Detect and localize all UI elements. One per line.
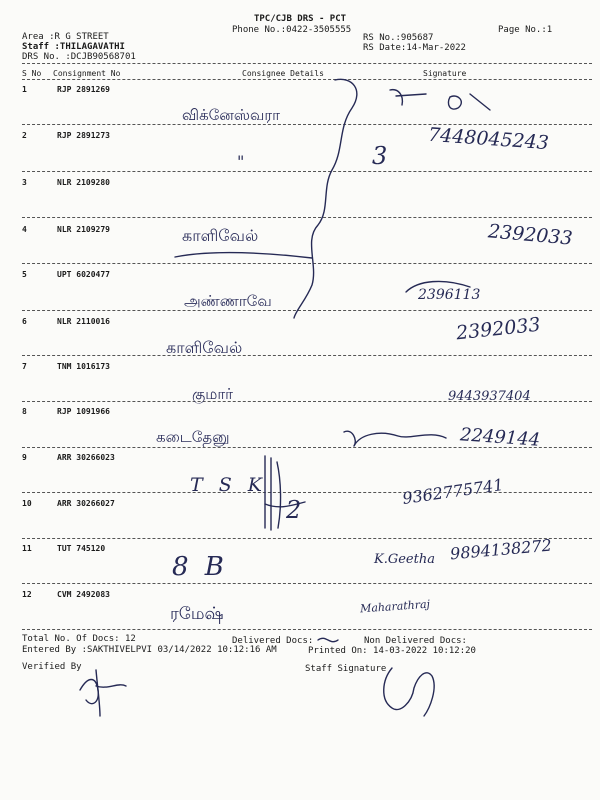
- row-11-sno: 11: [22, 544, 32, 553]
- row-10-consignment: ARR 30266027: [57, 499, 115, 508]
- entered-by: Entered By :SAKTHIVELPVI 03/14/2022 10:12:16 AM: [22, 645, 277, 655]
- row-10-phone-handwriting: 9362775741: [401, 475, 505, 508]
- row-1-consignment: RJP 2891269: [57, 85, 110, 94]
- column-consignment: Consignment No: [53, 69, 121, 78]
- row-2-sno: 2: [22, 131, 27, 140]
- row-9-consignee-handwriting: T S K: [190, 474, 267, 496]
- row-11-phone-handwriting: 9894138272: [449, 535, 553, 564]
- row-1-sno: 1: [22, 85, 27, 94]
- row-10-number-handwriting: 2: [286, 496, 302, 524]
- row-5-sno: 5: [22, 270, 27, 279]
- page-number: Page No.:1: [498, 25, 553, 35]
- row-9-sno: 9: [22, 453, 27, 462]
- column-consignee: Consignee Details: [242, 69, 324, 78]
- staff-label: Staff :THILAGAVATHI: [22, 42, 125, 52]
- column-sno: S No: [22, 69, 42, 78]
- row-5-consignee-handwriting: அண்ணாவே: [184, 292, 272, 310]
- verified-by-label: Verified By: [22, 662, 82, 672]
- row-11-consignee-handwriting: 8 B: [172, 552, 228, 582]
- row-11-signature-handwriting: K.Geetha: [374, 552, 435, 567]
- row-12-sno: 12: [22, 590, 32, 599]
- row-7-consignee-handwriting: குமார்: [192, 385, 233, 403]
- row-6-consignee-handwriting: காளிவேல்: [166, 338, 243, 357]
- rs-date: RS Date:14-Mar-2022: [363, 43, 466, 53]
- staff-signature-label: Staff Signature: [305, 664, 387, 674]
- row-12-consignee-handwriting: ரமேஷ்: [170, 604, 224, 624]
- row-11-consignment: TUT 745120: [57, 544, 106, 553]
- row-9-consignment: ARR 30266023: [57, 453, 115, 462]
- row-6-phone-handwriting: 2392033: [455, 313, 542, 345]
- row-2-number-handwriting: 3: [372, 142, 388, 170]
- row-4-phone-handwriting: 2392033: [487, 220, 574, 250]
- rs-number: RS No.:905687: [363, 33, 434, 43]
- row-12-consignment: CVM 2492083: [57, 590, 110, 599]
- row-8-consignment: RJP 1091966: [57, 407, 110, 416]
- total-docs: Total No. Of Docs: 12: [22, 634, 136, 644]
- row-8-consignee-handwriting: கடைதேனு: [156, 428, 230, 446]
- row-5-phone-handwriting: 2396113: [418, 287, 481, 303]
- row-7-phone-handwriting: 9443937404: [448, 389, 531, 404]
- row-3-sno: 3: [22, 178, 27, 187]
- row-1-consignee-handwriting: விக்னேஸ்வரா: [182, 106, 280, 124]
- row-4-consignment: NLR 2109279: [57, 225, 110, 234]
- row-5-consignment: UPT 6020477: [57, 270, 110, 279]
- row-2-ditto-mark: ": [237, 152, 245, 171]
- row-10-sno: 10: [22, 499, 32, 508]
- drs-number: DRS No. :DCJB90568701: [22, 52, 136, 62]
- row-4-sno: 4: [22, 225, 27, 234]
- non-delivered-docs: Non Delivered Docs:: [364, 636, 467, 646]
- row-2-phone-handwriting: 7448045243: [427, 123, 550, 155]
- row-2-consignment: RJP 2891273: [57, 131, 110, 140]
- delivered-docs: Delivered Docs:: [232, 636, 314, 646]
- document-title: TPC/CJB DRS - PCT: [253, 14, 347, 24]
- row-8-phone-handwriting: 2249144: [459, 424, 541, 451]
- row-12-signature-handwriting: Maharathraj: [359, 597, 431, 616]
- row-8-sno: 8: [22, 407, 27, 416]
- row-6-sno: 6: [22, 317, 27, 326]
- area-label: Area :R G STREET: [22, 32, 109, 42]
- column-signature: Signature: [423, 69, 467, 78]
- row-7-sno: 7: [22, 362, 27, 371]
- row-4-consignee-handwriting: காளிவேல்: [182, 226, 259, 245]
- printed-on: Printed On: 14-03-2022 10:12:20: [308, 646, 476, 656]
- row-6-consignment: NLR 2110016: [57, 317, 110, 326]
- row-3-consignment: NLR 2109280: [57, 178, 110, 187]
- row-7-consignment: TNM 1016173: [57, 362, 110, 371]
- phone-number: Phone No.:0422-3505555: [232, 25, 352, 35]
